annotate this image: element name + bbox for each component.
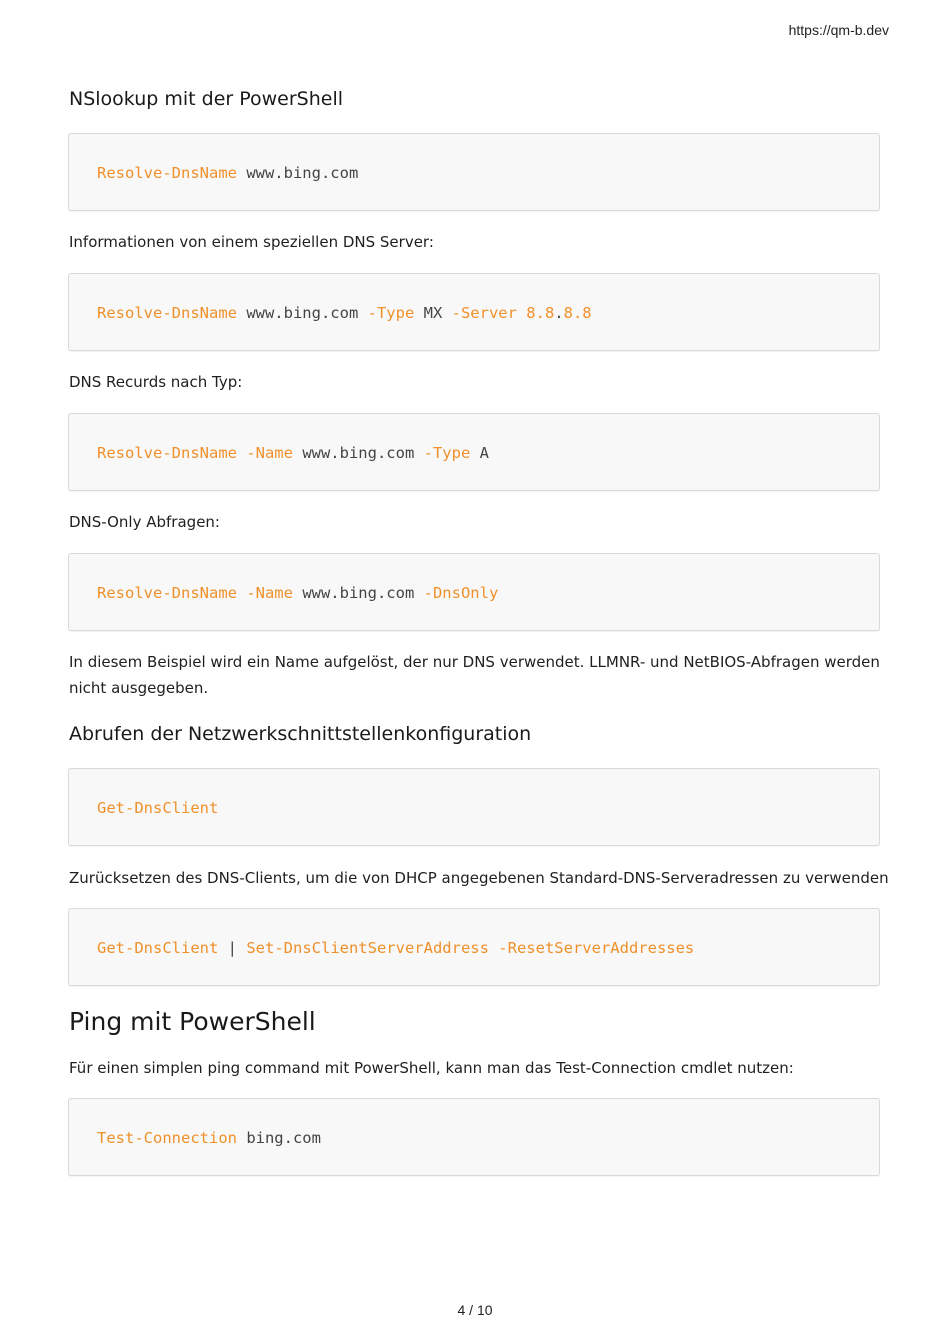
code-line <box>97 1127 321 1149</box>
code-cmdlet: Get-DnsClient <box>97 799 219 817</box>
code-parameter: -Name <box>236 584 293 602</box>
code-argument: www.bing.com <box>292 584 424 602</box>
code-number: 8.8 <box>516 304 555 322</box>
code-argument: MX <box>414 304 452 322</box>
code-parameter: -ResetServerAddresses <box>488 939 695 957</box>
code-argument: bing.com <box>236 1129 321 1147</box>
code-parameter: -Type <box>423 444 471 462</box>
code-parameter: -Name <box>236 444 293 462</box>
code-cmdlet: Resolve-DnsName <box>97 584 237 602</box>
code-block-reset-server-addresses <box>68 908 880 986</box>
code-line <box>97 162 358 184</box>
heading-nslookup: NSlookup mit der PowerShell <box>69 88 344 110</box>
code-cmdlet: Test-Connection <box>97 1129 237 1147</box>
code-block-resolve-type <box>68 413 880 491</box>
paragraph-ping-intro: Für einen simplen ping command mit PowerShell, kann man das Test-Connection cmdlet nutzen: <box>69 1059 794 1077</box>
code-argument: www.bing.com <box>292 444 424 462</box>
code-line <box>97 302 592 324</box>
paragraph-dns-only: DNS-Only Abfragen: <box>69 513 220 531</box>
code-block-resolve-server <box>68 273 880 351</box>
code-parameter: -Type <box>367 304 415 322</box>
code-block-test-connection <box>68 1098 880 1176</box>
code-argument: www.bing.com <box>236 304 368 322</box>
code-parameter: -DnsOnly <box>423 584 499 602</box>
code-line <box>97 442 489 464</box>
code-cmdlet: Get-DnsClient <box>97 939 219 957</box>
paragraph-records-by-type: DNS Recurds nach Typ: <box>69 373 243 391</box>
code-block-get-dnsclient <box>68 768 880 846</box>
code-block-resolve-dnsonly <box>68 553 880 631</box>
code-pipe: | <box>218 939 247 957</box>
page-url: https://qm-b.dev <box>788 22 889 38</box>
code-dot: . <box>554 304 564 322</box>
code-cmdlet: Resolve-DnsName <box>97 164 237 182</box>
paragraph-reset-dns-client: Zurücksetzen des DNS-Clients, um die von DHCP angegebenen Standard-DNS-Serveradressen zu verwenden <box>69 869 889 887</box>
code-line <box>97 582 498 604</box>
heading-ping-powershell: Ping mit PowerShell <box>69 1007 316 1036</box>
code-number: 8.8 <box>563 304 592 322</box>
code-cmdlet: Resolve-DnsName <box>97 304 237 322</box>
code-block-resolve-basic <box>68 133 880 211</box>
heading-network-interface-config: Abrufen der Netzwerkschnittstellenkonfiguration <box>69 723 532 745</box>
paragraph-example-explanation: In diesem Beispiel wird ein Name aufgelöst, der nur DNS verwendet. LLMNR- und NetBIOS-Abfragen werden nicht ausgegeben. <box>69 653 880 697</box>
code-line <box>97 937 694 959</box>
paragraph-special-dns-server: Informationen von einem speziellen DNS Server: <box>69 233 434 251</box>
code-argument: www.bing.com <box>236 164 359 182</box>
code-argument: A <box>470 444 489 462</box>
code-cmdlet: Set-DnsClientServerAddress <box>246 939 489 957</box>
code-parameter: -Server <box>451 304 517 322</box>
page-number: 4 / 10 <box>457 1302 493 1318</box>
code-line <box>97 797 218 819</box>
code-cmdlet: Resolve-DnsName <box>97 444 237 462</box>
